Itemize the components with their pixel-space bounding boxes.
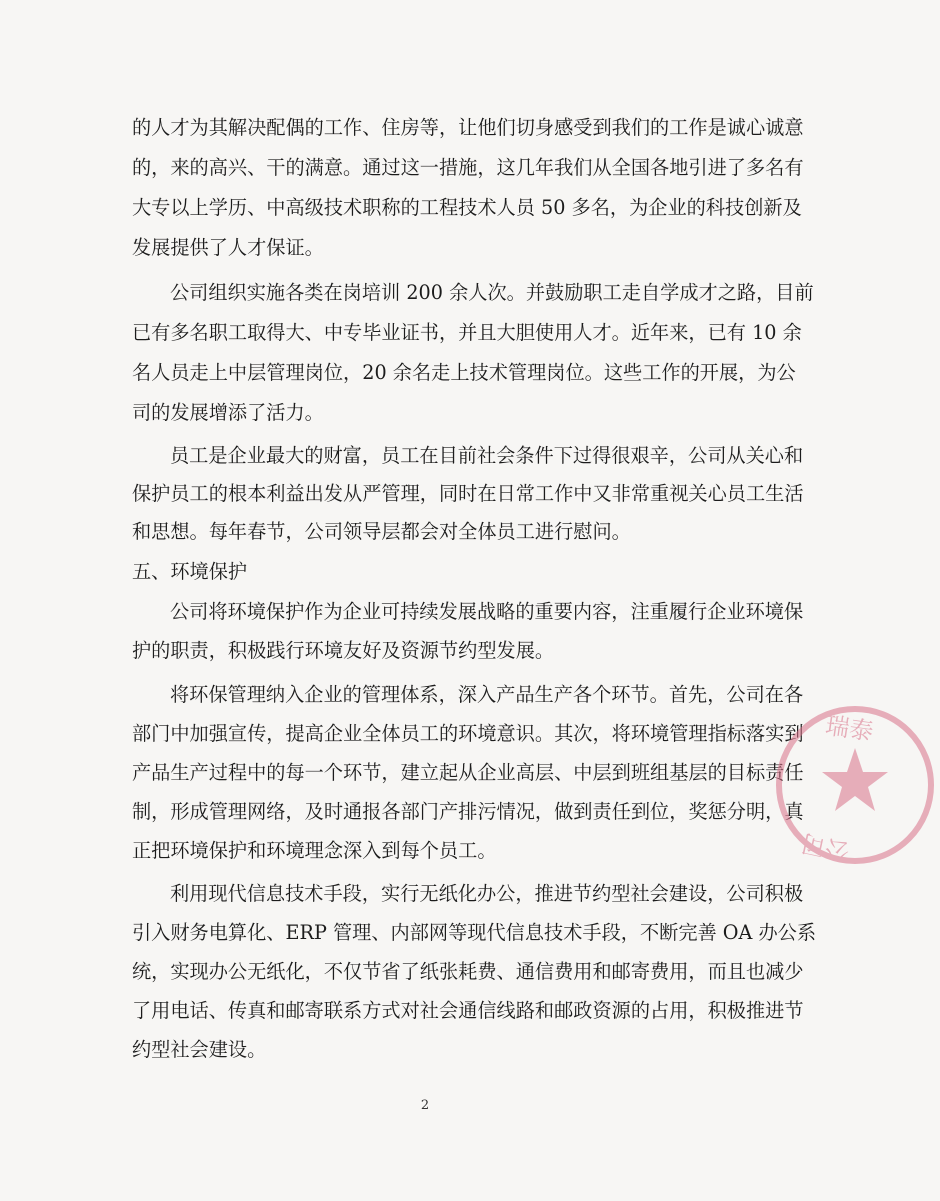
paragraph-5-line-4: 制，形成管理网络，及时通报各部门产排污情况，做到责任到位，奖惩分明，真	[132, 800, 804, 823]
paragraph-6-line-5: 约型社会建设。	[132, 1038, 267, 1061]
paragraph-2-line-4: 司的发展增添了活力。	[132, 401, 324, 424]
paragraph-3-line-3: 和思想。每年春节，公司领导层都会对全体员工进行慰问。	[132, 520, 631, 543]
seal-text-bottom: 公司	[799, 828, 852, 866]
paragraph-3-line-1: 员工是企业最大的财富，员工在目前社会条件下过得很艰辛，公司从关心和	[170, 444, 804, 467]
paragraph-5-line-5: 正把环境保护和环境理念深入到每个员工。	[132, 839, 497, 862]
paragraph-6-line-1: 利用现代信息技术手段，实行无纸化办公，推进节约型社会建设，公司积极	[170, 882, 804, 905]
paragraph-1-line-2: 的，来的高兴、干的满意。通过这一措施，这几年我们从全国各地引进了多名有	[132, 156, 804, 179]
paragraph-5-line-3: 产品生产过程中的每一个环节，建立起从企业高层、中层到班组基层的目标责任	[132, 761, 804, 784]
seal-star-icon	[822, 748, 888, 811]
paragraph-1-line-4: 发展提供了人才保证。	[132, 236, 324, 259]
paragraph-2-line-3: 名人员走上中层管理岗位，20 余名走上技术管理岗位。这些工作的开展，为公	[132, 361, 796, 384]
paragraph-5-line-1: 将环保管理纳入企业的管理体系，深入产品生产各个环节。首先，公司在各	[170, 683, 804, 706]
seal-text-top: 瑞泰	[823, 711, 876, 746]
paragraph-6-line-4: 了用电话、传真和邮寄联系方式对社会通信线路和邮政资源的占用，积极推进节	[132, 999, 804, 1022]
paragraph-4-line-2: 护的职责，积极践行环境友好及资源节约型发展。	[132, 639, 555, 662]
paragraph-5-line-2: 部门中加强宣传，提高企业全体员工的环境意识。其次，将环境管理指标落实到	[132, 722, 804, 745]
paragraph-6-line-3: 统，实现办公无纸化，不仅节省了纸张耗费、通信费用和邮寄费用，而且也减少	[132, 960, 804, 983]
page-number: 2	[420, 1098, 430, 1113]
paragraph-4-line-1: 公司将环境保护作为企业可持续发展战略的重要内容，注重履行企业环境保	[170, 600, 804, 623]
paragraph-2-line-2: 已有多名职工取得大、中专毕业证书，并且大胆使用人才。近年来，已有 10 余	[132, 321, 802, 344]
paragraph-6-line-2: 引入财务电算化、ERP 管理、内部网等现代信息技术手段，不断完善 OA 办公系	[132, 921, 817, 944]
paragraph-2-line-1: 公司组织实施各类在岗培训 200 余人次。并鼓励职工走自学成才之路，目前	[170, 281, 814, 304]
section-heading: 五、环境保护	[132, 560, 248, 583]
paragraph-1-line-1: 的人才为其解决配偶的工作、住房等，让他们切身感受到我们的工作是诚心诚意	[132, 116, 804, 139]
paragraph-3-line-2: 保护员工的根本利益出发从严管理，同时在日常工作中又非常重视关心员工生活	[132, 482, 804, 505]
paragraph-1-line-3: 大专以上学历、中高级技术职称的工程技术人员 50 多名，为企业的科技创新及	[132, 196, 802, 219]
